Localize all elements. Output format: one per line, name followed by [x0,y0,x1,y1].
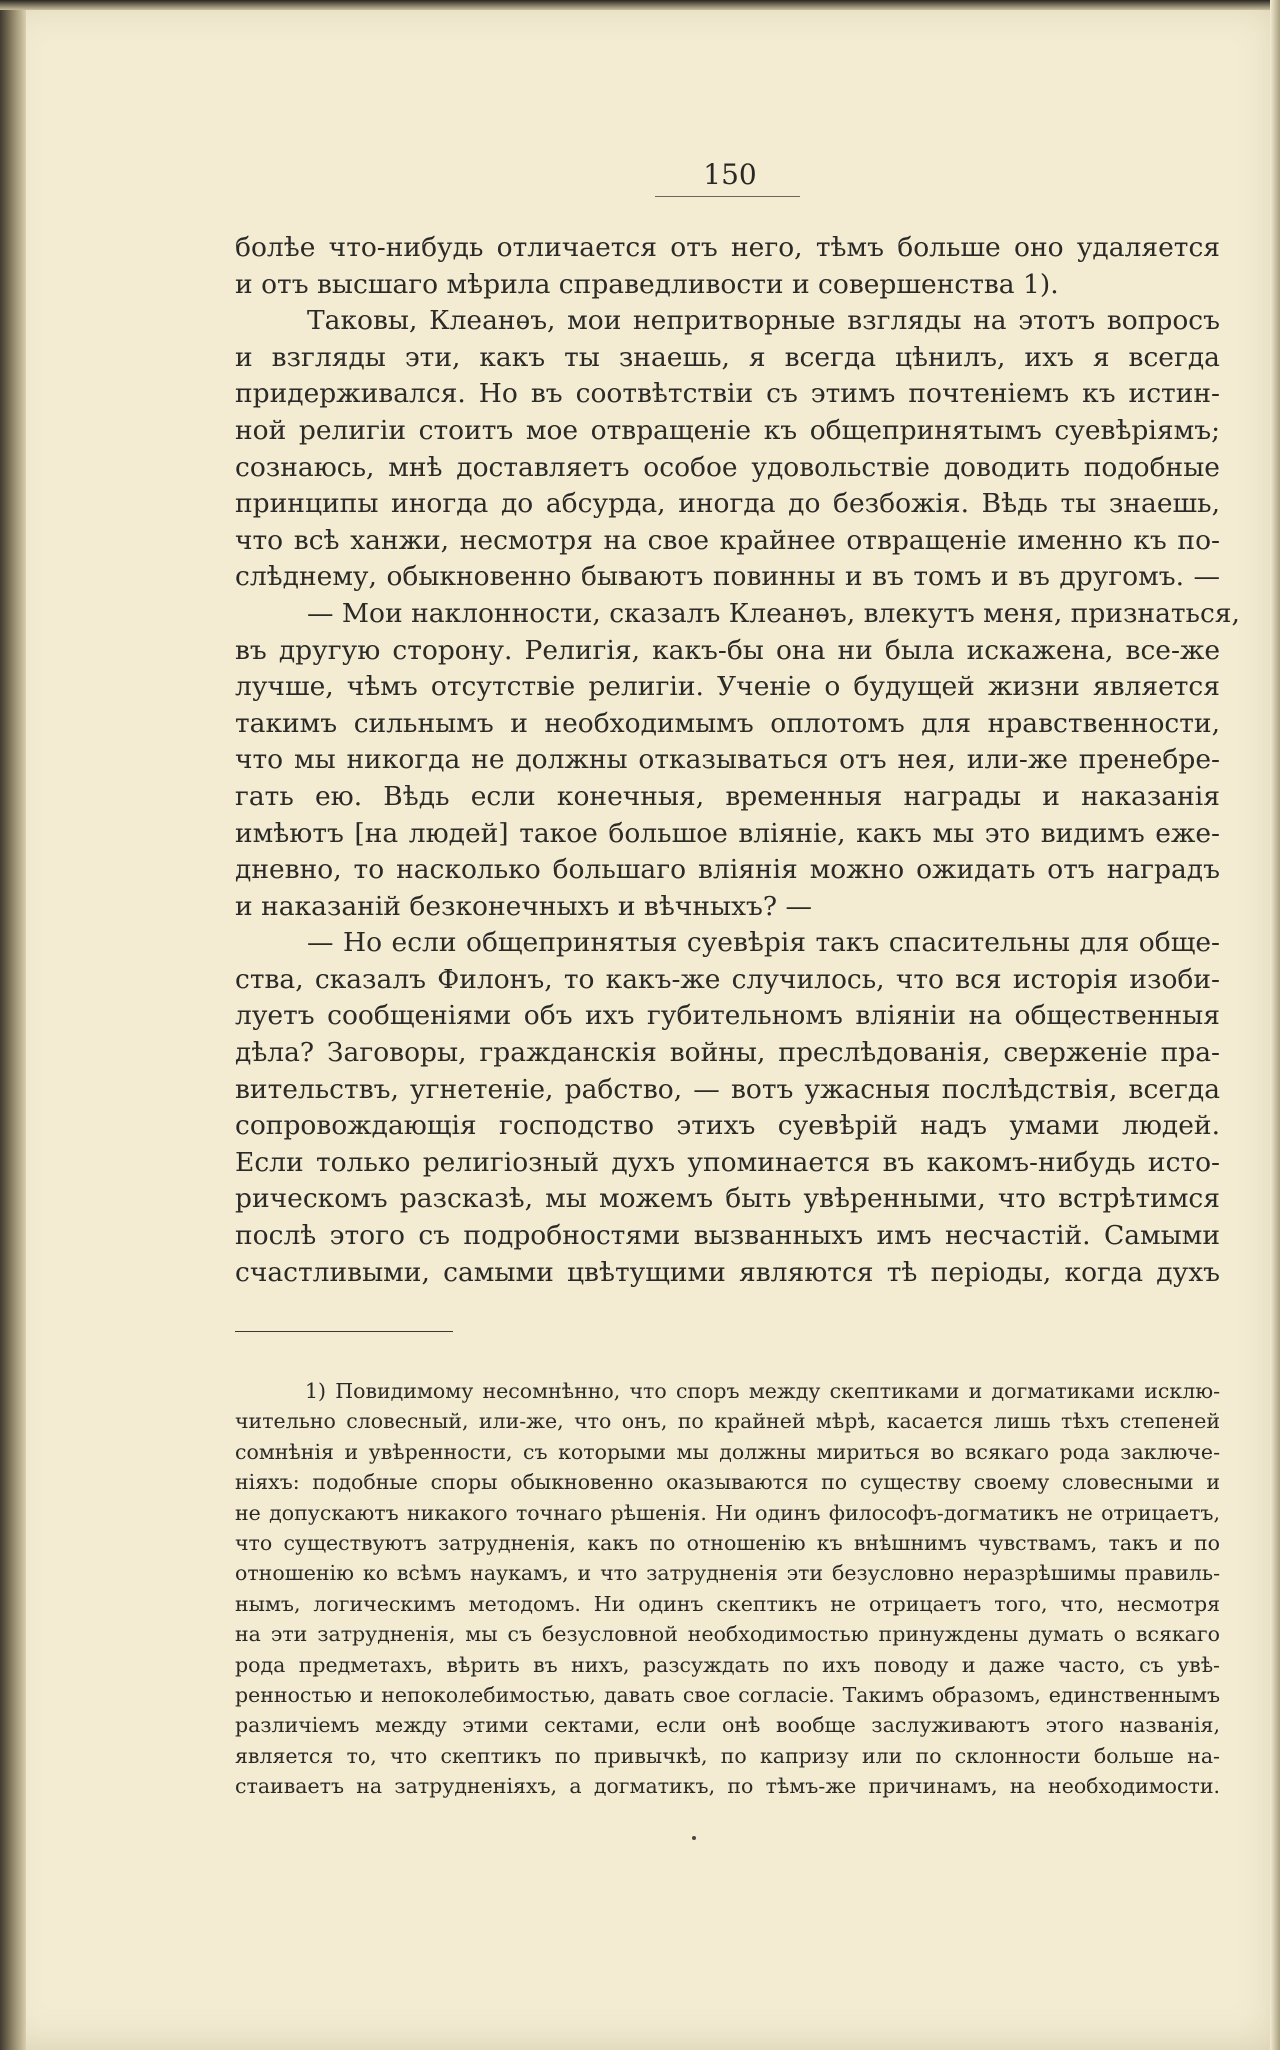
text-line: дѣла? Заговоры, гражданскія войны, преслѣдованія, сверженіе пра- [235,1037,1220,1069]
text-line: принципы иногда до абсурда, иногда до безбожія. Вѣдь ты знаешь, [235,488,1220,520]
footnote-line: различіемъ между этими сектами, если онѣ вообще заслуживаютъ этого названія, [235,1713,1220,1738]
text-line: счастливыми, самыми цвѣтущими являются тѣ періоды, когда духъ [235,1256,1220,1288]
page-number: 150 [703,158,757,191]
footnote-line: на эти затрудненія, мы съ безусловной необходимостью принуждены думать о всякаго [235,1622,1220,1647]
page-top-edge [0,0,1280,10]
footnote-line: сомнѣнія и увѣренности, съ которыми мы должны мириться во всякаго рода заключе- [235,1439,1220,1464]
footnote-line: не допускаютъ никакого точнаго рѣшенія. Ни одинъ философъ-догматикъ не отрицаетъ, [235,1500,1220,1525]
text-line: Таковы, Клеанѳъ, мои непритворные взгляды на этотъ вопросъ [307,305,1220,337]
text-line: послѣ этого съ подробностями вызванныхъ имъ несчастій. Самыми [235,1220,1220,1252]
text-line: слѣднему, обыкновенно бываютъ повинны и въ томъ и въ другомъ. — [235,561,1220,593]
text-line: рическомъ разсказѣ, мы можемъ быть увѣренными, что встрѣтимся [235,1183,1220,1215]
text-line: вительствъ, угнетеніе, рабство, — вотъ ужасныя послѣдствія, всегда [235,1073,1220,1105]
text-line: сознаюсь, мнѣ доставляетъ особое удовольствіе доводить подобные [235,451,1220,483]
text-line: Если только религіозный духъ упоминается въ какомъ-нибудь исто- [235,1146,1220,1178]
footnote-line: отношенію ко всѣмъ наукамъ, и что затрудненія эти безусловно неразрѣшимы правиль- [235,1561,1220,1586]
main-text [235,230,1240,1291]
page-right-edge [1270,0,1280,2050]
footnote [235,1376,1220,1801]
text-line: что мы никогда не должны отказываться отъ нея, или-же пренебре- [235,744,1220,776]
footnote-line: стаиваетъ на затрудненіяхъ, а догматикъ, по тѣмъ-же причинамъ, на необходимости. [235,1774,1220,1799]
page-spine-shadow [0,0,26,2050]
text-line: такимъ сильнымъ и необходимымъ оплотомъ для нравственности, [235,707,1220,739]
text-line: луетъ сообщеніями объ ихъ губительномъ вліяніи на общественныя [235,1000,1220,1032]
text-line: сопровождающія господство этихъ суевѣрій надъ умами людей. [235,1110,1220,1142]
text-line: въ другую сторону. Религія, какъ-бы она ни была искажена, все-же [235,634,1220,666]
text-line: дневно, то насколько большаго вліянія можно ожидать отъ наградъ [235,854,1220,886]
footnote-line: ренностью и непоколебимостью, давать свое согласіе. Такимъ образомъ, единственнымъ [235,1682,1220,1707]
text-line: и наказаній безконечныхъ и вѣчныхъ? — [235,890,813,922]
footnote-line: нымъ, логическимъ методомъ. Ни одинъ скептикъ не отрицаетъ того, что, несмотря [235,1591,1220,1616]
text-line: — Мои наклонности, сказалъ Клеанѳъ, влекутъ меня, признаться, [307,597,1240,629]
text-line: ной религіи стоитъ мое отвращеніе къ общепринятымъ суевѣріямъ; [235,414,1220,446]
footnote-line: является то, что скептикъ по привычкѣ, по капризу или по склонности больше на- [235,1743,1220,1768]
text-line: имѣютъ [на людей] такое большое вліяніе, какъ мы это видимъ еже- [235,817,1220,849]
footnote-line: рода предметахъ, вѣрить въ нихъ, разсуждать по ихъ поводу и даже часто, съ увѣ- [235,1652,1220,1677]
text-line: лучше, чѣмъ отсутствіе религіи. Ученіе о будущей жизни является [235,671,1220,703]
footnote-line: что существуютъ затрудненія, какъ по отношенію къ внѣшнимъ чувствамъ, такъ и по [235,1530,1220,1555]
text-line: гать ею. Вѣдь если конечныя, временныя награды и наказанія [235,780,1220,812]
text-line: и отъ высшаго мѣрила справедливости и совершенства 1). [235,268,1059,300]
footnote-rule [235,1331,453,1332]
footnote-line: ніяхъ: подобные споры обыкновенно оказываются по существу своему словесными и [235,1470,1220,1495]
text-line: болѣе что-нибудь отличается отъ него, тѣмъ больше оно удаляется [235,232,1220,263]
text-line: и взгляды эти, какъ ты знаешь, я всегда цѣнилъ, ихъ я всегда [235,341,1220,373]
text-line: ства, сказалъ Филонъ, то какъ-же случилось, что вся исторія изоби- [235,963,1220,995]
text-line: что всѣ ханжи, несмотря на свое крайнее отвращеніе именно къ по- [235,524,1220,556]
print-speck [692,1836,696,1840]
footnote-line: чительно словесный, или-же, что онъ, по крайней мѣрѣ, касается лишь тѣхъ степеней [235,1409,1220,1434]
page-number-rule [655,196,800,197]
text-line: придерживался. Но въ соотвѣтствіи съ этимъ почтеніемъ къ истин- [235,378,1220,410]
footnote-line: 1) Повидимому несомнѣнно, что споръ между скептиками и догматиками исклю- [305,1379,1220,1403]
text-line: — Но если общепринятыя суевѣрія такъ спасительны для обще- [307,927,1220,959]
